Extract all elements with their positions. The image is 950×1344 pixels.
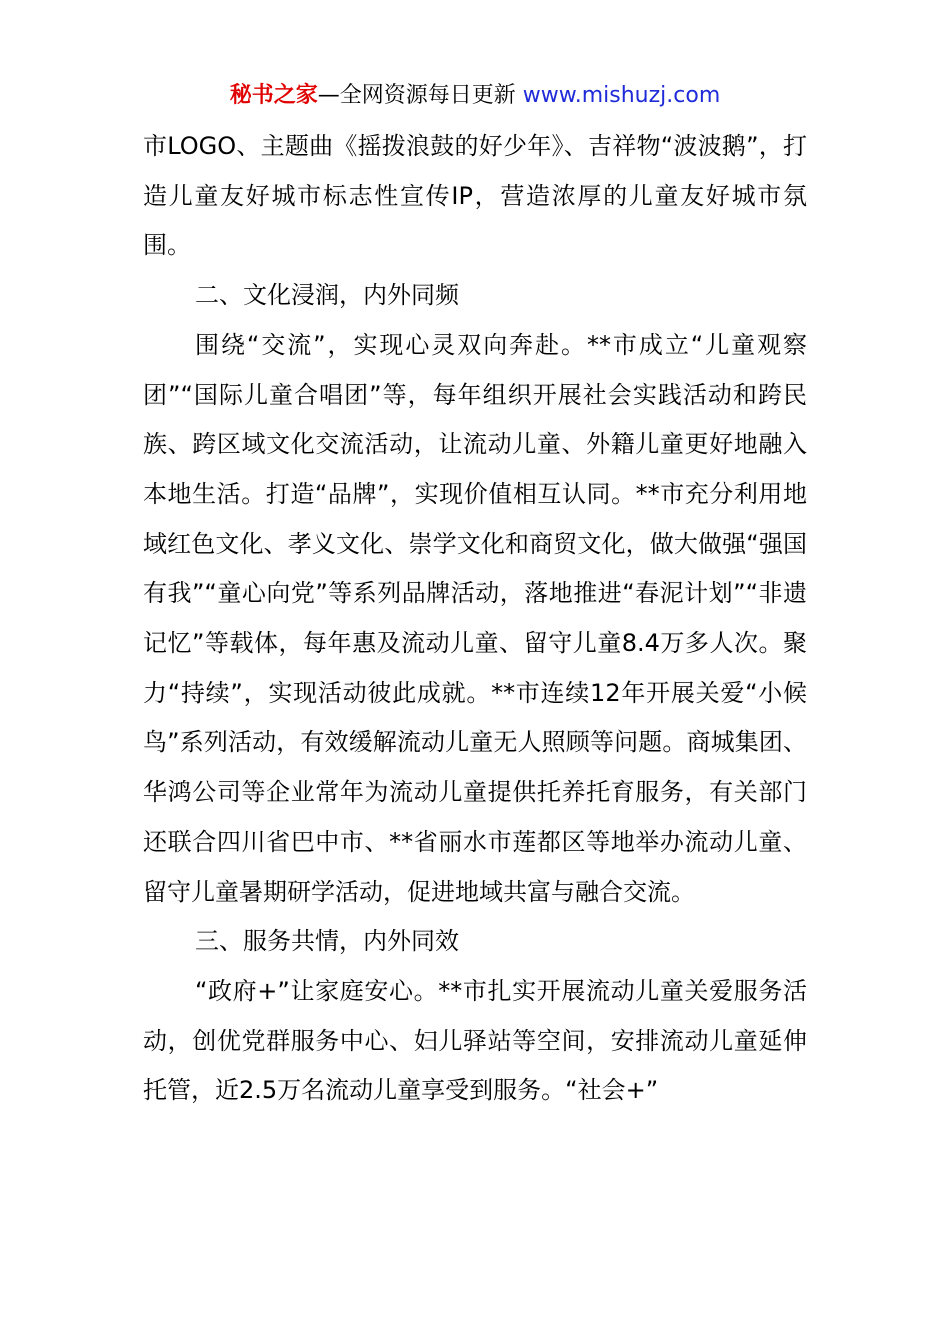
section-heading-2: 二、文化浸润，内外同频 — [195, 281, 459, 310]
site-brand: 秘书之家 — [229, 83, 318, 108]
section-heading-3: 三、服务共情，内外同效 — [195, 927, 459, 956]
paragraph-continuation: 市LOGO、主题曲《摇拨浪鼓的好少年》、吉祥物“波波鹅”，打造儿童友好城市标志性宣传IP，营造浓厚的儿童友好城市氛围。 — [143, 132, 807, 260]
document-body — [143, 122, 807, 1116]
paragraph-service: “政府+”让家庭安心。**市扎实开展流动儿童关爱服务活动，创优党群服务中心、妇儿驿站等空间，安排流动儿童延伸托管，近2.5万名流动儿童享受到服务。“社会+” — [143, 976, 807, 1105]
site-url-link[interactable]: www.mishuzj.com — [522, 83, 721, 108]
site-header — [0, 80, 950, 112]
paragraph-culture: 围绕“交流”，实现心灵双向奔赴。**市成立“儿童观察团”“国际儿童合唱团”等，每年组织开展社会实践活动和跨民族、跨区域文化交流活动，让流动儿童、外籍儿童更好地融入本地生活。打造“品牌”，实现价值相互认同。**市充分利用地域红色文化、孝义文化、崇学文化和商贸文化，做大做强“强国有我”“童心向党”等系列品牌活动，落地推进“春泥计划”“非遗记忆”等载体，每年惠及流动儿童、留守儿童8.4万多人次。聚力“持续”，实现活动彼此成就。**市连续12年开展关爱“小候鸟”系列活动，有效缓解流动儿童无人照顾等问题。商城集团、华鸿公司等企业常年为流动儿童提供托养托育服务，有关部门还联合四川省巴中市、**省丽水市莲都区等地举办流动儿童、留守儿童暑期研学活动，促进地域共富与融合交流。 — [143, 330, 807, 906]
site-tagline: —全网资源每日更新 — [317, 83, 516, 108]
